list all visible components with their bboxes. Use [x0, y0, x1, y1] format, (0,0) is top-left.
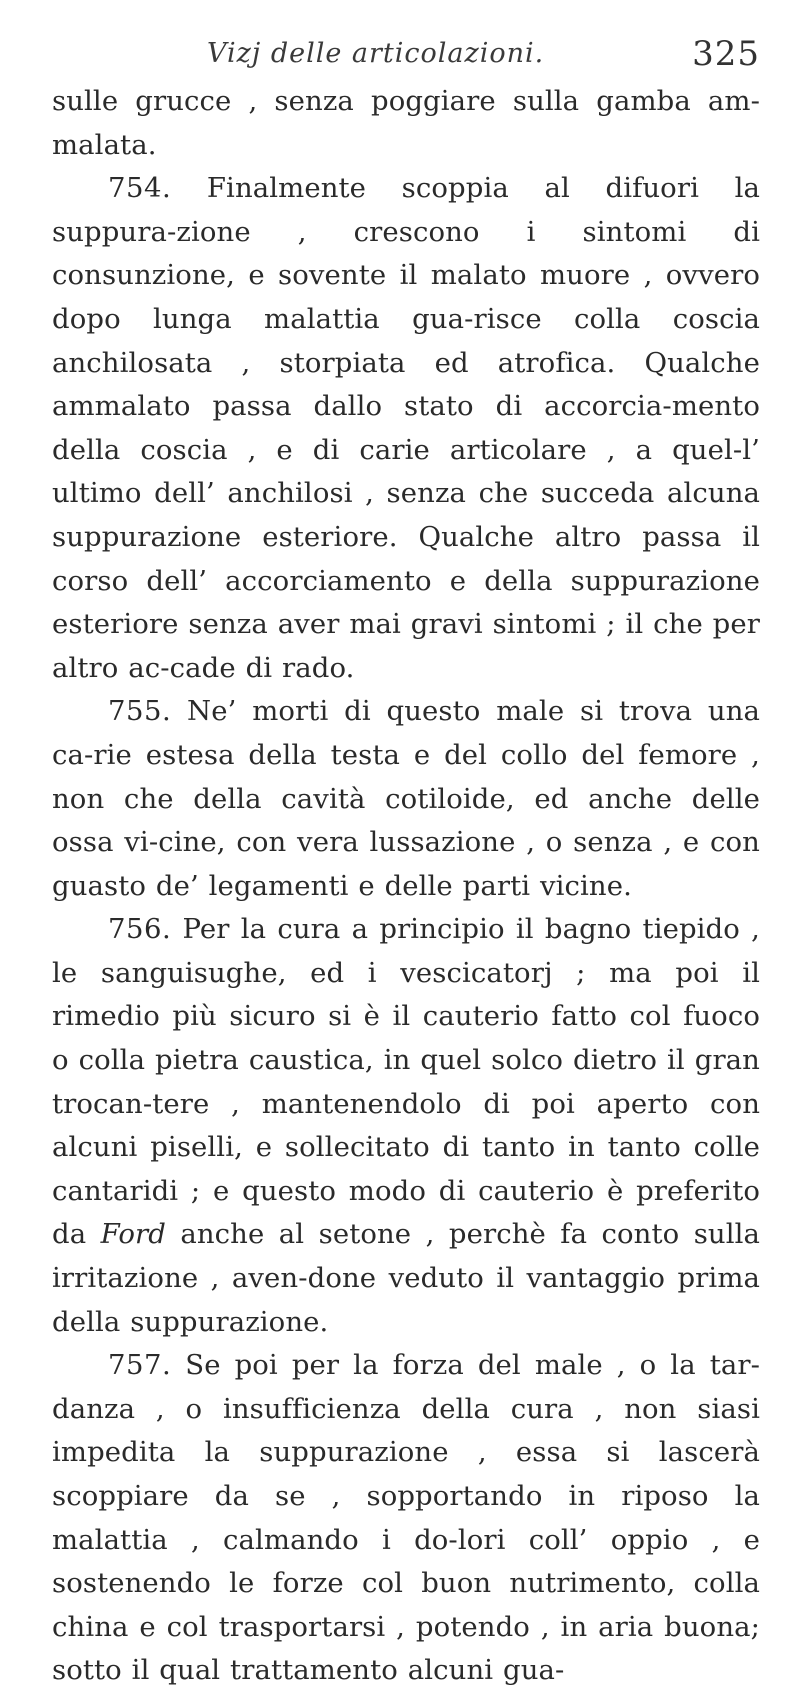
- paragraph-number: 756.: [108, 913, 172, 946]
- paragraph-text: Per la cura a principio il bagno tiepido , le sanguisughe, ed i vescicatorj ; ma poi il rimedio più sicuro si è il cauterio fatto col fuoco o colla pietra caustica, in quel solco dietro il gran trocan-tere , mantenendolo di poi aperto con alcuni piselli, e sollecitato di tanto in tanto colle cantaridi ; e questo modo di cauterio è preferito da: [52, 913, 760, 1251]
- paragraph-755: [52, 690, 760, 908]
- paragraph-text: sulle grucce , senza poggiare sulla gamba am-malata.: [52, 85, 760, 161]
- paragraph-number: 755.: [108, 695, 172, 728]
- paragraph-text: Se poi per la forza del male , o la tar-danza , o insufficienza della cura , non siasi impedita la suppurazione , essa si lascerà scoppiare da se , sopportando in riposo la malattia , calmando i do-lori coll’ oppio , e sostenendo le forze col buon nutrimento, colla china e col trasportarsi , potendo , in aria buona; sotto il qual trattamento alcuni gua-: [52, 1349, 760, 1687]
- body-text: [52, 80, 760, 1693]
- paragraph-text: Ne’ morti di questo male si trova una ca-rie estesa della testa e del collo del femore , non che della cavità cotiloide, ed anche delle ossa vi-cine, con vera lussazione , o senza , e con guasto de’ legamenti e delle parti vicine.: [52, 695, 760, 902]
- paragraph-continuation: [52, 80, 760, 167]
- running-title: Vizj delle articolazioni.: [207, 38, 545, 69]
- page-number: 325: [692, 34, 760, 74]
- paragraph-number: 754.: [108, 172, 172, 205]
- paragraph-754: [52, 167, 760, 690]
- paragraph-text: anche al setone , perchè fa conto sulla irritazione , aven-done veduto il vantaggio prima della suppurazione.: [52, 1218, 761, 1338]
- italic-name: Ford: [100, 1218, 166, 1251]
- paragraph-text: Finalmente scoppia al difuori la suppura-zione , crescono i sintomi di consunzione, e sovente il malato muore , ovvero dopo lunga malattia gua-risce colla coscia anchilosata , storpiata ed atrofica. Qualche ammalato passa dallo stato di accorcia-mento della coscia , e di carie articolare , a quel-l’ ultimo dell’ anchilosi , senza che succeda alcuna suppurazione esteriore. Qualche altro passa il corso dell’ accorciamento e della suppurazione esteriore senza aver mai gravi sintomi ; il che per altro ac-cade di rado.: [52, 172, 761, 684]
- paragraph-756: [52, 908, 760, 1344]
- page-header: [52, 32, 760, 76]
- paragraph-757: [52, 1344, 760, 1693]
- paragraph-number: 757.: [108, 1349, 172, 1382]
